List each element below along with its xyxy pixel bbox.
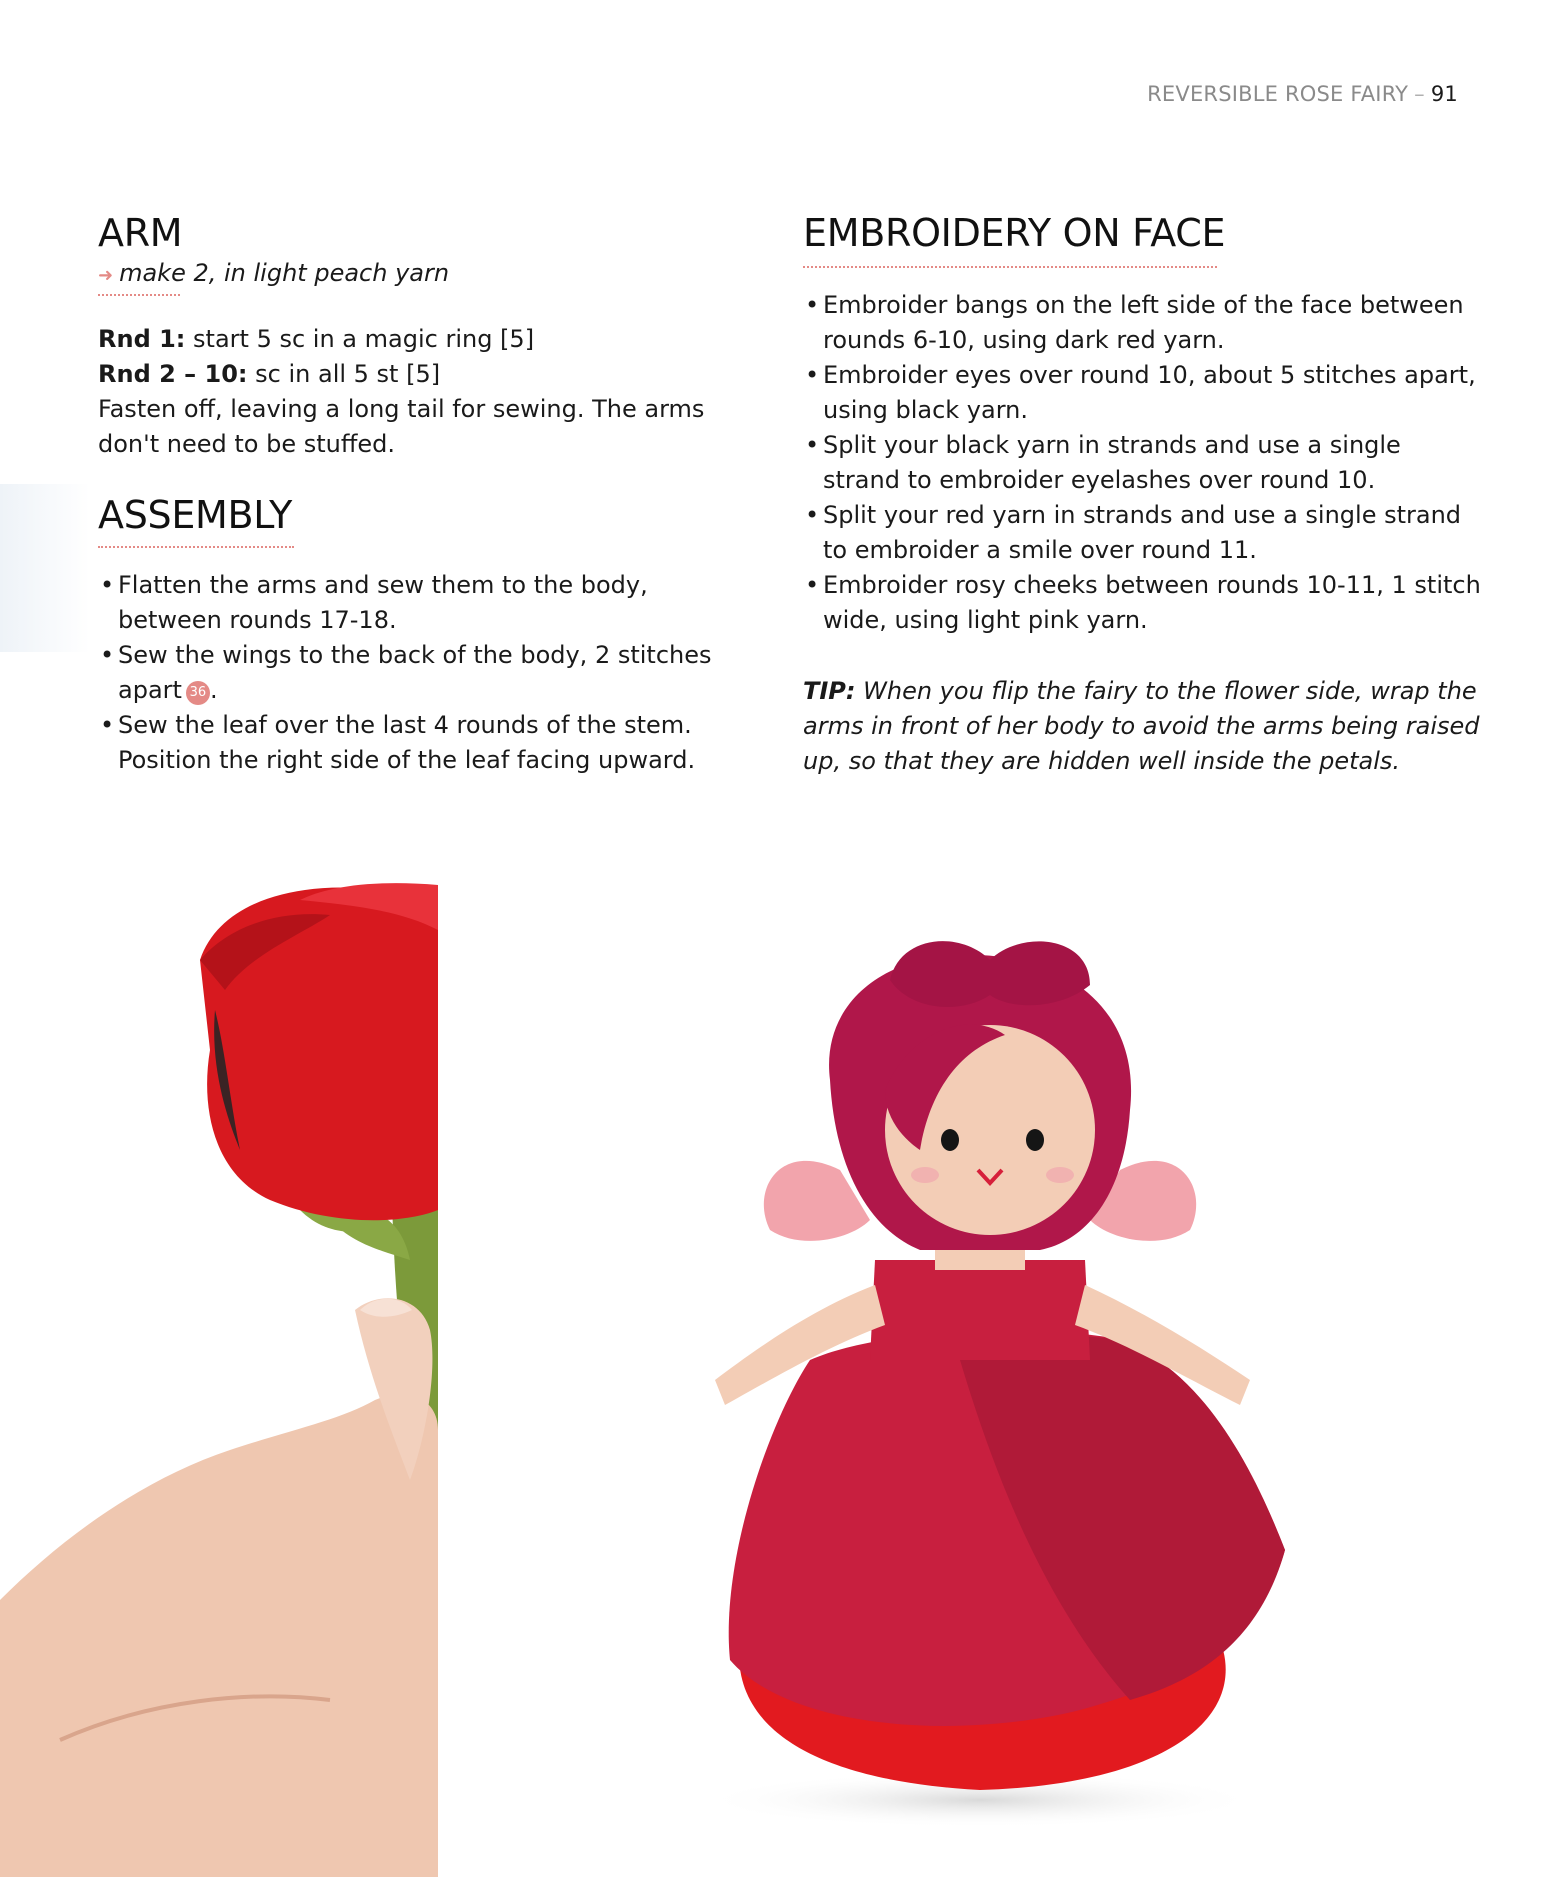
assembly-list	[98, 568, 728, 778]
rose-fairy-doll-photo	[660, 940, 1300, 1840]
assembly-clip	[98, 493, 728, 774]
arm-subtitle-text: make 2, in light peach yarn	[119, 258, 450, 287]
list-item: • Embroider bangs on the left side of the face between rounds 6-10, using dark red yarn.	[803, 288, 1483, 358]
embroidery-heading: EMBROIDERY ON FACE	[803, 211, 1226, 255]
list-item: • Embroider rosy cheeks between rounds 10-11, 1 stitch wide, using light pink yarn.	[803, 568, 1483, 638]
embroidery-section	[803, 212, 1483, 779]
list-item: • Split your black yarn in strands and use a single strand to embroider eyelashes over round 10.	[803, 428, 1483, 498]
assembly-heading: ASSEMBLY	[98, 493, 293, 537]
round-1	[98, 322, 728, 357]
assembly-heading-rule	[98, 546, 294, 548]
round-2-10-label: Rnd 2 – 10:	[98, 359, 248, 388]
list-item: • Sew the leaf over the last 4 rounds of the stem. Position the right side of the leaf facing upward.	[98, 708, 728, 778]
arm-section	[98, 212, 728, 462]
margin-tint	[0, 484, 90, 652]
embroidery-clip	[803, 211, 1483, 775]
arm-heading-rule	[98, 294, 180, 296]
arm-subtitle	[98, 258, 728, 288]
figure-reference-badge: 36	[186, 681, 210, 705]
embroidery-heading-rule	[803, 266, 1217, 268]
embroidery-list	[803, 288, 1483, 638]
list-item: • Sew the wings to the back of the body, 2 stitches apart 36 .	[98, 638, 728, 708]
assembly-section	[98, 494, 728, 778]
running-head-title: REVERSIBLE ROSE FAIRY	[1147, 82, 1409, 106]
rose-in-hand-photo	[0, 840, 438, 1877]
list-item: • Flatten the arms and sew them to the body, between rounds 17-18.	[98, 568, 728, 638]
round-1-label: Rnd 1:	[98, 324, 186, 353]
arm-finish-note: Fasten off, leaving a long tail for sewing. The arms don't need to be stuffed.	[98, 394, 705, 458]
arrow-right-icon: ➜	[98, 264, 114, 286]
list-item: • Split your red yarn in strands and use a single strand to embroider a smile over round 11.	[803, 498, 1483, 568]
tip-text: When you flip the fairy to the flower side, wrap the arms in front of her body to avoid the arms being raised up, so that they are hidden well inside the petals.	[803, 676, 1480, 775]
page-number: 91	[1430, 82, 1458, 106]
arm-instructions	[98, 322, 728, 462]
arm-heading: ARM	[98, 211, 183, 255]
round-2-10	[98, 357, 728, 392]
list-item: • Embroider eyes over round 10, about 5 stitches apart, using black yarn.	[803, 358, 1483, 428]
round-2-10-text: sc in all 5 st [5]	[247, 359, 441, 388]
tip-paragraph	[803, 674, 1483, 779]
tip-label: TIP:	[803, 676, 856, 705]
round-1-text: start 5 sc in a magic ring [5]	[185, 324, 535, 353]
running-head-dash: –	[1414, 82, 1425, 106]
running-head	[1147, 82, 1458, 106]
